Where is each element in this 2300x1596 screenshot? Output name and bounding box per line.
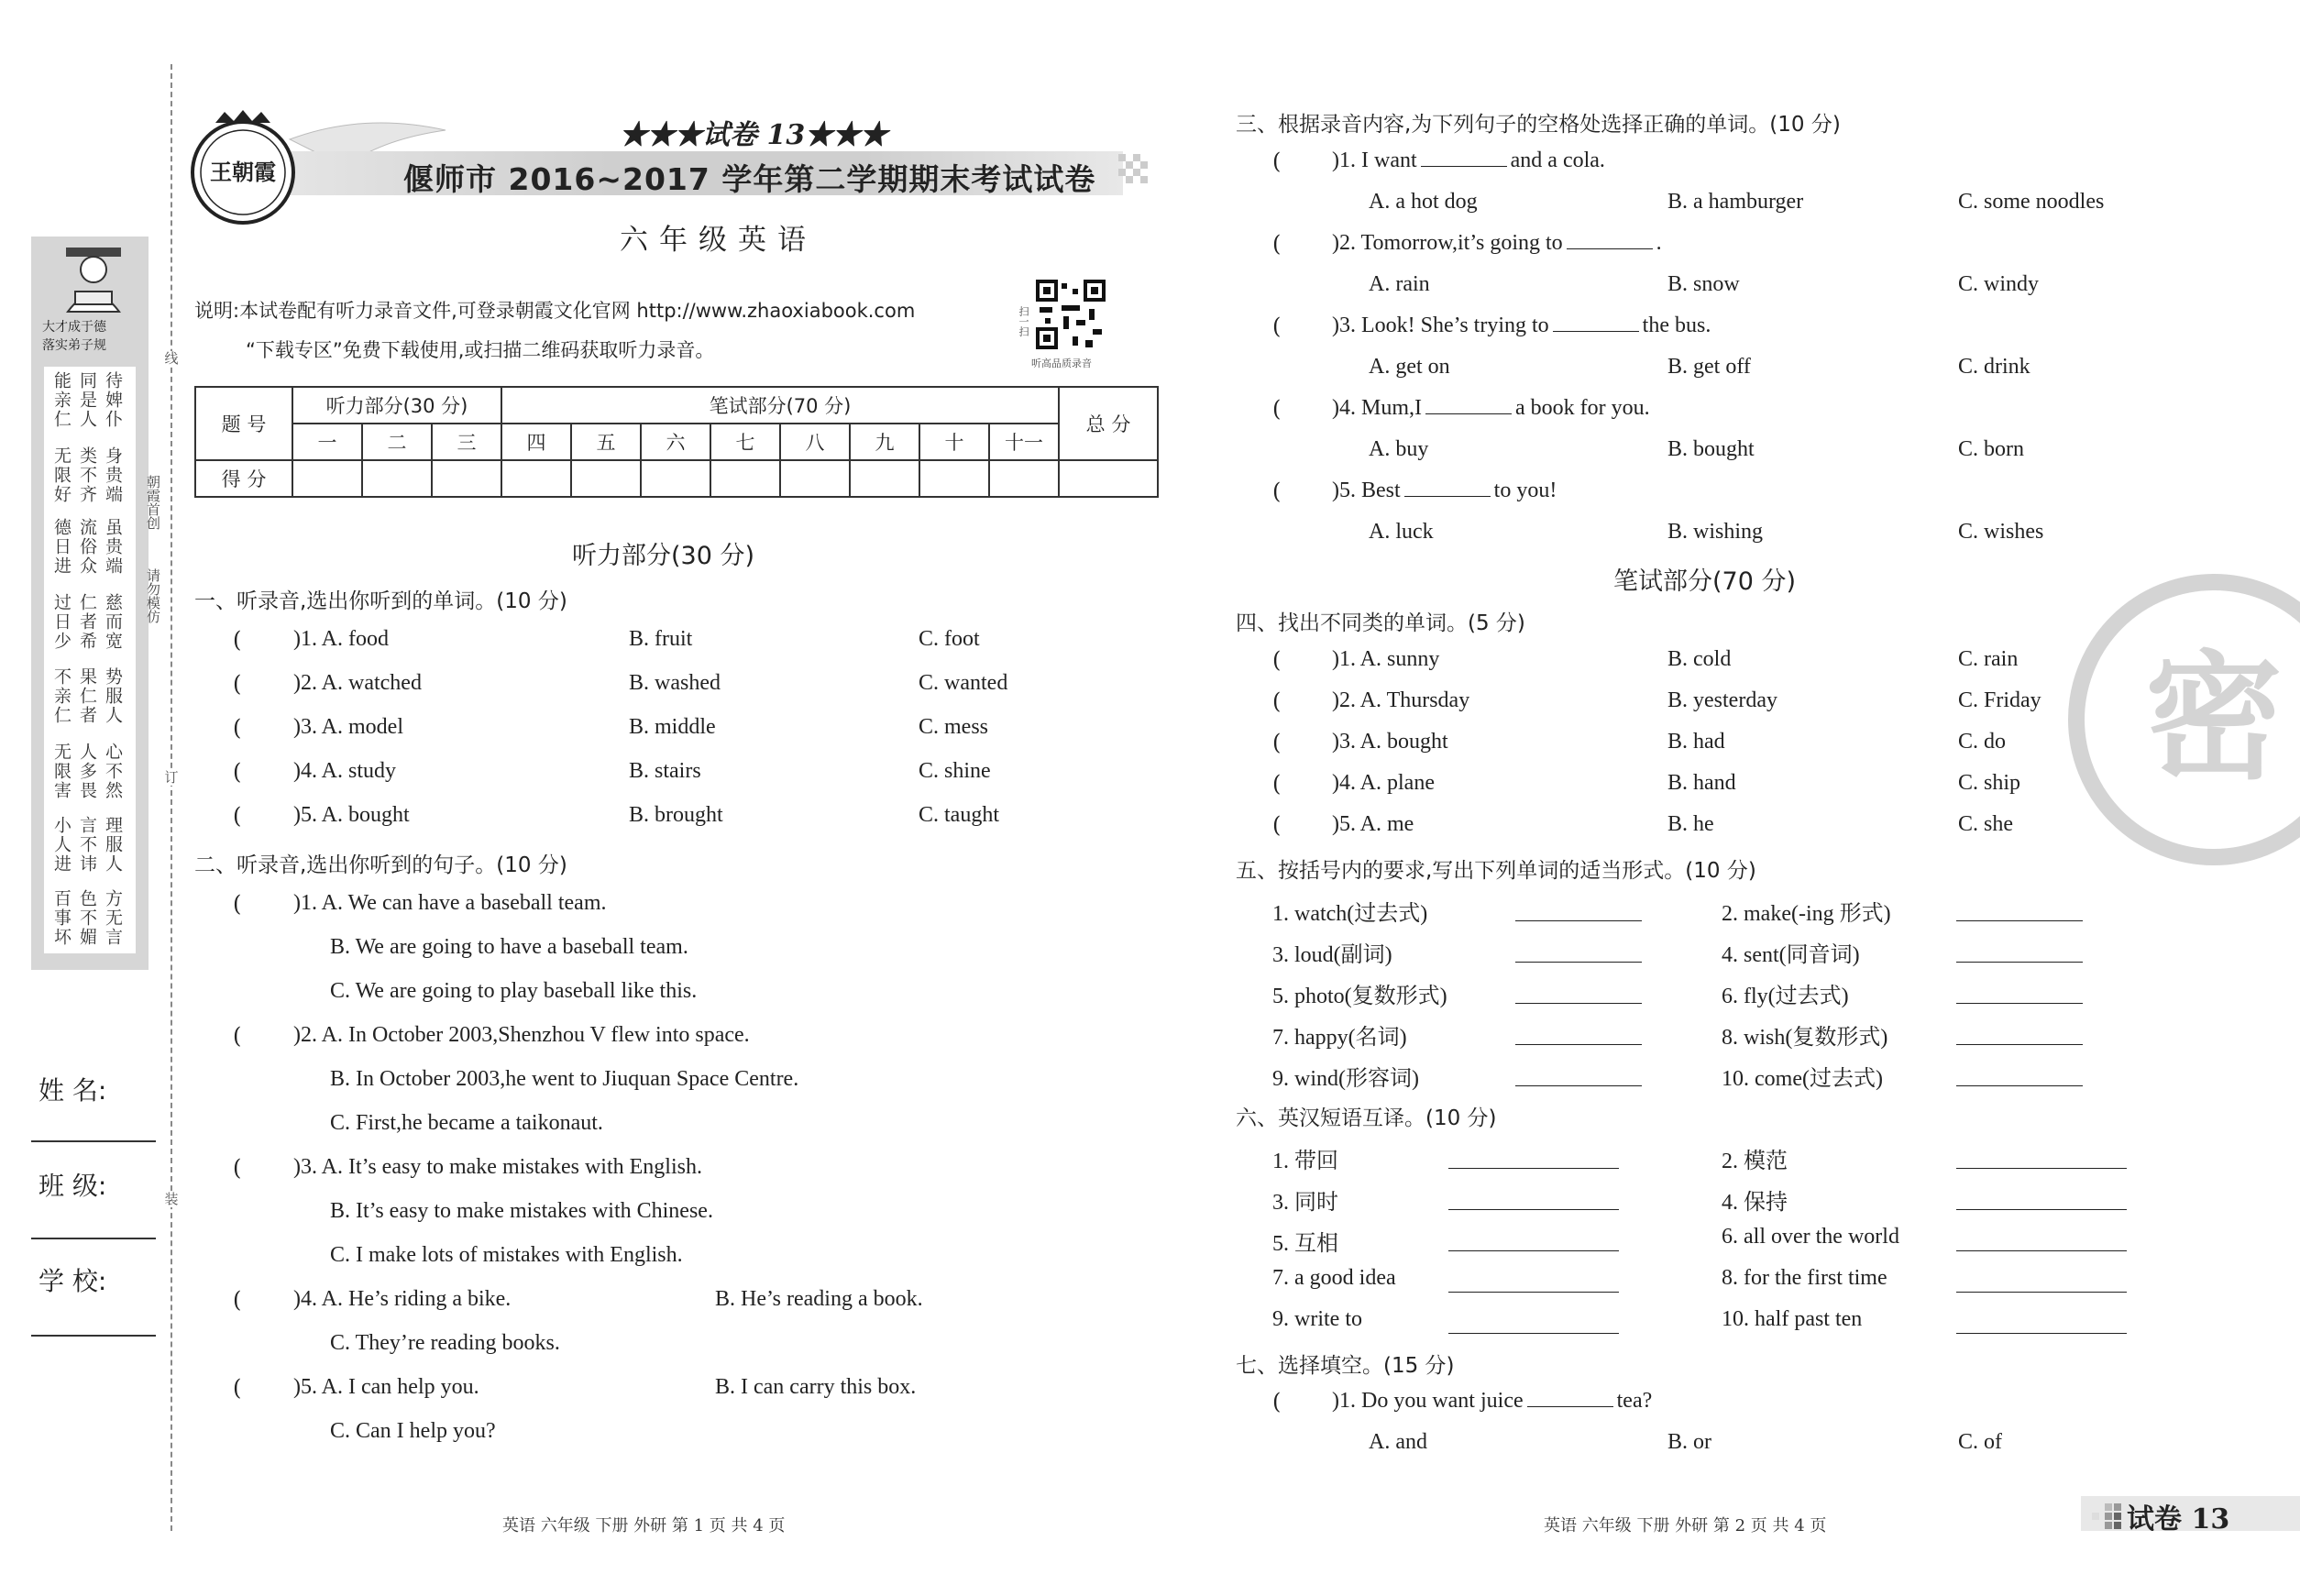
item-right: 4. sent(同音词) [1722, 943, 1860, 967]
cut-label-line: 线 [161, 351, 182, 367]
option-a[interactable]: )2. A. watched [293, 671, 422, 695]
answer-line[interactable] [1515, 1085, 1642, 1086]
answer-paren[interactable]: ( [1272, 812, 1282, 838]
fill-blank[interactable] [1404, 479, 1491, 497]
qr-code-icon[interactable] [1036, 280, 1106, 349]
answer-paren[interactable]: ( [1272, 1389, 1282, 1414]
question-option[interactable]: C. First,he became a taikonaut. [330, 1111, 603, 1135]
option-c[interactable]: C. shine [919, 759, 991, 783]
qr-side-label: 扫一扫 [1018, 306, 1029, 336]
option-b[interactable]: B. fruit [629, 627, 693, 651]
answer-paren[interactable]: ( [1272, 730, 1282, 755]
question-stem: )3. Look! She’s trying to [1332, 314, 1549, 337]
copyright-note: 请勿模仿 [145, 568, 161, 623]
option-a[interactable]: )5. A. me [1332, 812, 1414, 836]
writing-header: 笔试部分(70 分) [501, 387, 1059, 424]
question-stem-end: . [1656, 231, 1662, 255]
answer-paren[interactable]: ( [233, 671, 242, 697]
answer-paren[interactable]: ( [233, 715, 242, 741]
question-text [1332, 1389, 1652, 1414]
option-a[interactable]: )2. A. Thursday [1332, 688, 1470, 712]
option-a[interactable]: A. a hot dog [1369, 190, 1478, 214]
checker-decoration [1118, 154, 1151, 191]
answer-line[interactable] [1515, 962, 1642, 963]
question-stem: )5. Best [1332, 479, 1401, 502]
question-text [1332, 396, 1650, 421]
option-c[interactable]: C. Friday [1958, 688, 2041, 712]
item-right: 2. 模范 [1722, 1150, 1788, 1173]
answer-line[interactable] [1956, 1292, 2127, 1293]
motto-top-line: 落实弟子规 [42, 338, 106, 353]
motto-column: 类不齐 [77, 446, 97, 504]
option-b[interactable]: B. middle [629, 715, 716, 739]
answer-line[interactable] [1448, 1292, 1619, 1293]
answer-paren[interactable]: ( [1272, 149, 1282, 174]
question-option-a[interactable]: )2. A. In October 2003,Shenzhou V flew into space. [293, 1023, 750, 1047]
motto-column: 心不然 [103, 743, 123, 800]
answer-line[interactable] [1956, 1085, 2083, 1086]
answer-line[interactable] [1956, 1044, 2083, 1045]
motto-column: 同是人 [77, 371, 97, 429]
motto-column: 果仁者 [77, 667, 97, 725]
footer-page-1: 英语 六年级 下册 外研 第 1 页 共 4 页 [502, 1516, 786, 1535]
row-label-score: 得 分 [195, 460, 292, 497]
option-b[interactable]: B. had [1667, 730, 1725, 754]
motto-column: 德日进 [51, 518, 72, 576]
option-b[interactable]: B. wishing [1667, 520, 1764, 544]
fill-blank[interactable] [1425, 397, 1512, 414]
option-c[interactable]: C. drink [1958, 355, 2030, 379]
option-b[interactable]: B. washed [629, 671, 721, 695]
question-stem-end: and a cola. [1510, 149, 1605, 172]
question-stem-end: to you! [1493, 479, 1557, 502]
score-cell[interactable] [571, 460, 641, 497]
section-1-title: 一、听录音,选出你听到的单词。(10 分) [194, 589, 567, 613]
answer-paren[interactable]: ( [1272, 688, 1282, 714]
column-header: 十 [919, 424, 989, 460]
question-option[interactable]: C. We are going to play baseball like this. [330, 979, 698, 1003]
option-a[interactable]: A. and [1369, 1430, 1427, 1454]
option-c[interactable]: C. mess [919, 715, 989, 739]
listening-header: 听力部分(30 分) [292, 387, 501, 424]
option-c[interactable]: C. ship [1958, 771, 2021, 795]
answer-line[interactable] [1448, 1250, 1619, 1251]
motto-top-line: 大才成于德 [42, 320, 106, 335]
answer-line[interactable] [1956, 1003, 2083, 1004]
answer-paren[interactable]: ( [1272, 771, 1282, 797]
answer-paren[interactable]: ( [233, 1287, 242, 1313]
option-c[interactable]: C. wishes [1958, 520, 2044, 544]
item-left: 7. happy(名词) [1272, 1026, 1407, 1050]
motto-column: 理服人 [103, 816, 123, 874]
section-5-title: 五、按括号内的要求,写出下列单词的适当形式。(10 分) [1236, 859, 1756, 883]
question-option[interactable]: C. I make lots of mistakes with English. [330, 1243, 683, 1267]
column-header: 九 [850, 424, 919, 460]
answer-paren[interactable]: ( [233, 891, 242, 917]
score-cell[interactable] [292, 460, 362, 497]
section-2-title: 二、听录音,选出你听到的句子。(10 分) [194, 853, 567, 877]
total-header: 总 分 [1059, 387, 1158, 460]
option-b[interactable]: B. cold [1667, 647, 1732, 671]
footer-page-2: 英语 六年级 下册 外研 第 2 页 共 4 页 [1544, 1516, 1827, 1535]
corner-squares-decoration [2092, 1503, 2123, 1529]
column-header: 一 [292, 424, 362, 460]
total-score-cell[interactable] [1059, 460, 1158, 497]
instruction-line: “下载专区”免费下载使用,或扫描二维码获取听力录音。 [246, 339, 715, 361]
answer-line[interactable] [1956, 1168, 2127, 1169]
option-a[interactable]: )1. A. food [293, 627, 389, 651]
motto-column: 过日少 [51, 593, 72, 651]
item-left: 1. 带回 [1272, 1150, 1338, 1173]
section-3-title: 三、根据录音内容,为下列句子的空格处选择正确的单词。(10 分) [1236, 113, 1841, 137]
answer-paren[interactable]: ( [1272, 396, 1282, 422]
answer-line[interactable] [1956, 1333, 2127, 1334]
question-text [1332, 314, 1711, 338]
answer-paren[interactable]: ( [233, 1155, 242, 1181]
motto-column: 言不讳 [77, 816, 97, 874]
question-option[interactable]: C. They’re reading books. [330, 1331, 560, 1355]
motto-column: 小人进 [51, 816, 72, 874]
score-cell[interactable] [780, 460, 850, 497]
option-c[interactable]: C. windy [1958, 272, 2040, 296]
name-label: 姓 名: [39, 1075, 107, 1106]
option-a[interactable]: )5. A. bought [293, 803, 410, 827]
score-cell[interactable] [432, 460, 501, 497]
motto-column: 仁者希 [77, 593, 97, 651]
option-a[interactable]: )4. A. study [293, 759, 397, 783]
sidebar-motto-top [42, 318, 106, 355]
option-a[interactable]: A. get on [1369, 355, 1450, 379]
column-header: 七 [710, 424, 780, 460]
item-left: 7. a good idea [1272, 1266, 1396, 1290]
question-option[interactable]: B. It’s easy to make mistakes with Chinese. [330, 1199, 713, 1223]
option-b[interactable]: B. or [1667, 1430, 1711, 1454]
motto-column: 百事坏 [51, 889, 72, 947]
option-a[interactable]: )4. A. plane [1332, 771, 1435, 795]
writing-section-title: 笔试部分(70 分) [1613, 567, 1797, 596]
copyright-note: 朝霞首创 [145, 475, 161, 530]
motto-column: 不亲仁 [51, 667, 72, 725]
question-option[interactable]: B. I can carry this box. [715, 1375, 917, 1399]
option-c[interactable]: C. born [1958, 437, 2024, 461]
name-field[interactable] [31, 1140, 156, 1142]
motto-column: 慈而宽 [103, 593, 123, 651]
option-a[interactable]: A. buy [1369, 437, 1429, 461]
question-stem-end: a book for you. [1515, 396, 1650, 420]
motto-column: 无限好 [51, 446, 72, 504]
question-option[interactable]: B. In October 2003,he went to Jiuquan Space Centre. [330, 1067, 799, 1091]
score-table [194, 386, 1159, 498]
class-label: 班 级: [39, 1171, 107, 1201]
option-c[interactable]: C. of [1958, 1430, 2002, 1454]
score-cell[interactable] [362, 460, 432, 497]
answer-line[interactable] [1515, 1044, 1642, 1045]
option-a[interactable]: A. luck [1369, 520, 1434, 544]
motto-column: 身贵端 [103, 446, 123, 504]
item-left: 3. 同时 [1272, 1191, 1338, 1215]
motto-column: 势服人 [103, 667, 123, 725]
column-header: 十一 [989, 424, 1059, 460]
exam-series-label: ★★★试卷 13★★★ [620, 119, 888, 151]
question-stem-end: the bus. [1642, 314, 1711, 337]
question-option-a[interactable]: )3. A. It’s easy to make mistakes with English. [293, 1155, 702, 1179]
question-option-a[interactable]: )4. A. He’s riding a bike. [293, 1287, 512, 1311]
scholar-mascot-icon [48, 244, 139, 315]
class-field[interactable] [31, 1238, 156, 1239]
motto-column: 流俗众 [77, 518, 97, 576]
item-right: 10. half past ten [1722, 1307, 1863, 1331]
row-label-question-number: 题 号 [195, 387, 292, 460]
instruction-line: 说明:本试卷配有听力录音文件,可登录朝霞文化官网 http://www.zhaoxiabook.com [194, 300, 916, 322]
answer-line[interactable] [1956, 1209, 2127, 1210]
answer-line[interactable] [1956, 920, 2083, 921]
answer-paren[interactable]: ( [1272, 479, 1282, 504]
fill-blank[interactable] [1553, 314, 1639, 332]
answer-paren[interactable]: ( [1272, 314, 1282, 339]
item-right: 6. fly(过去式) [1722, 985, 1849, 1008]
score-cell[interactable] [641, 460, 710, 497]
option-c[interactable]: C. taught [919, 803, 999, 827]
answer-line[interactable] [1448, 1333, 1619, 1334]
score-cell[interactable] [919, 460, 989, 497]
question-text [1332, 479, 1557, 503]
column-header: 二 [362, 424, 432, 460]
cut-label-bind: 装 [161, 1192, 182, 1207]
option-c[interactable]: C. rain [1958, 647, 2019, 671]
question-text [1332, 231, 1662, 256]
item-right: 2. make(-ing 形式) [1722, 902, 1891, 926]
option-b[interactable]: B. a hamburger [1667, 190, 1804, 214]
motto-column: 色不媚 [77, 889, 97, 947]
motto-column: 能亲仁 [51, 371, 72, 429]
option-b[interactable]: B. get off [1667, 355, 1751, 379]
confidential-stamp-icon [2067, 573, 2300, 866]
exam-title: 偃师市 2016~2017 学年第二学期期末考试试卷 [403, 161, 1096, 197]
column-header: 三 [432, 424, 501, 460]
motto-column: 待婢仆 [103, 371, 123, 429]
motto-column: 无限害 [51, 743, 72, 800]
option-b[interactable]: B. stairs [629, 759, 701, 783]
question-option[interactable]: B. We are going to have a baseball team. [330, 935, 688, 959]
item-left: 3. loud(副词) [1272, 943, 1392, 967]
school-label: 学 校: [39, 1266, 107, 1296]
item-right: 6. all over the world [1722, 1225, 1899, 1249]
option-b[interactable]: B. brought [629, 803, 723, 827]
item-left: 5. 互相 [1272, 1232, 1338, 1256]
question-stem: )1. Do you want juice [1332, 1389, 1524, 1413]
option-c[interactable]: C. do [1958, 730, 2007, 754]
option-b[interactable]: B. yesterday [1667, 688, 1777, 712]
item-right: 10. come(过去式) [1722, 1067, 1883, 1091]
answer-paren[interactable]: ( [233, 803, 242, 829]
fill-blank[interactable] [1421, 149, 1507, 167]
item-right: 8. for the first time [1722, 1266, 1887, 1290]
answer-paren[interactable]: ( [233, 759, 242, 785]
subject-title: 六年级英语 [620, 224, 817, 257]
answer-paren[interactable]: ( [1272, 647, 1282, 673]
answer-line[interactable] [1515, 1003, 1642, 1004]
corner-exam-number: 试卷 13 [2127, 1503, 2230, 1535]
answer-line[interactable] [1956, 962, 2083, 963]
option-b[interactable]: B. he [1667, 812, 1714, 836]
question-stem: )4. Mum,I [1332, 396, 1422, 420]
option-c[interactable]: C. wanted [919, 671, 1008, 695]
option-a[interactable]: )3. A. bought [1332, 730, 1448, 754]
answer-paren[interactable]: ( [233, 627, 242, 653]
score-cell[interactable] [710, 460, 780, 497]
motto-column: 虽贵端 [103, 518, 123, 576]
question-option-a[interactable]: )5. A. I can help you. [293, 1375, 479, 1399]
answer-line[interactable] [1956, 1250, 2127, 1251]
column-header: 五 [571, 424, 641, 460]
listening-section-title: 听力部分(30 分) [572, 542, 755, 570]
score-cell[interactable] [850, 460, 919, 497]
option-b[interactable]: B. snow [1667, 272, 1740, 296]
item-left: 9. wind(形容词) [1272, 1067, 1419, 1091]
answer-line[interactable] [1515, 920, 1642, 921]
qr-caption: 听高品质录音 [1031, 358, 1092, 369]
option-a[interactable]: A. rain [1369, 272, 1430, 296]
answer-paren[interactable]: ( [233, 1023, 242, 1049]
publisher-logo: 王朝霞 [210, 159, 276, 185]
item-left: 9. write to [1272, 1307, 1362, 1331]
motto-column: 方无言 [103, 889, 123, 947]
answer-line[interactable] [1448, 1168, 1619, 1169]
option-b[interactable]: B. hand [1667, 771, 1736, 795]
section-7-title: 七、选择填空。(15 分) [1236, 1354, 1455, 1378]
answer-paren[interactable]: ( [1272, 231, 1282, 257]
item-left: 1. watch(过去式) [1272, 902, 1428, 926]
school-field[interactable] [31, 1335, 156, 1337]
stamp-character: 密 [2144, 639, 2283, 798]
score-cell[interactable] [989, 460, 1059, 497]
item-right: 8. wish(复数形式) [1722, 1026, 1888, 1050]
fill-blank[interactable] [1567, 232, 1653, 249]
score-cell[interactable] [501, 460, 571, 497]
section-4-title: 四、找出不同类的单词。(5 分) [1236, 611, 1525, 635]
question-text [1332, 149, 1605, 173]
option-c[interactable]: C. foot [919, 627, 980, 651]
answer-paren[interactable]: ( [233, 1375, 242, 1401]
option-a[interactable]: )3. A. model [293, 715, 403, 739]
question-stem: )2. Tomorrow,it’s going to [1332, 231, 1563, 255]
item-left: 5. photo(复数形式) [1272, 985, 1447, 1008]
option-a[interactable]: )1. A. sunny [1332, 647, 1440, 671]
section-6-title: 六、英汉短语互译。(10 分) [1236, 1106, 1497, 1130]
motto-column: 人多畏 [77, 743, 97, 800]
question-stem: )1. I want [1332, 149, 1417, 172]
answer-line[interactable] [1448, 1209, 1619, 1210]
column-header: 六 [641, 424, 710, 460]
question-stem-end: tea? [1616, 1389, 1653, 1413]
column-header: 八 [780, 424, 850, 460]
option-c[interactable]: C. some noodles [1958, 190, 2105, 214]
question-option[interactable]: C. Can I help you? [330, 1419, 496, 1443]
item-right: 4. 保持 [1722, 1191, 1788, 1215]
column-header: 四 [501, 424, 571, 460]
question-option[interactable]: B. He’s reading a book. [715, 1287, 923, 1311]
question-option-a[interactable]: )1. A. We can have a baseball team. [293, 891, 607, 915]
fill-blank[interactable] [1527, 1390, 1613, 1407]
option-c[interactable]: C. she [1958, 812, 2013, 836]
cut-label-order: 订 [161, 770, 182, 786]
binding-cut-line [171, 64, 172, 1531]
option-b[interactable]: B. bought [1667, 437, 1755, 461]
